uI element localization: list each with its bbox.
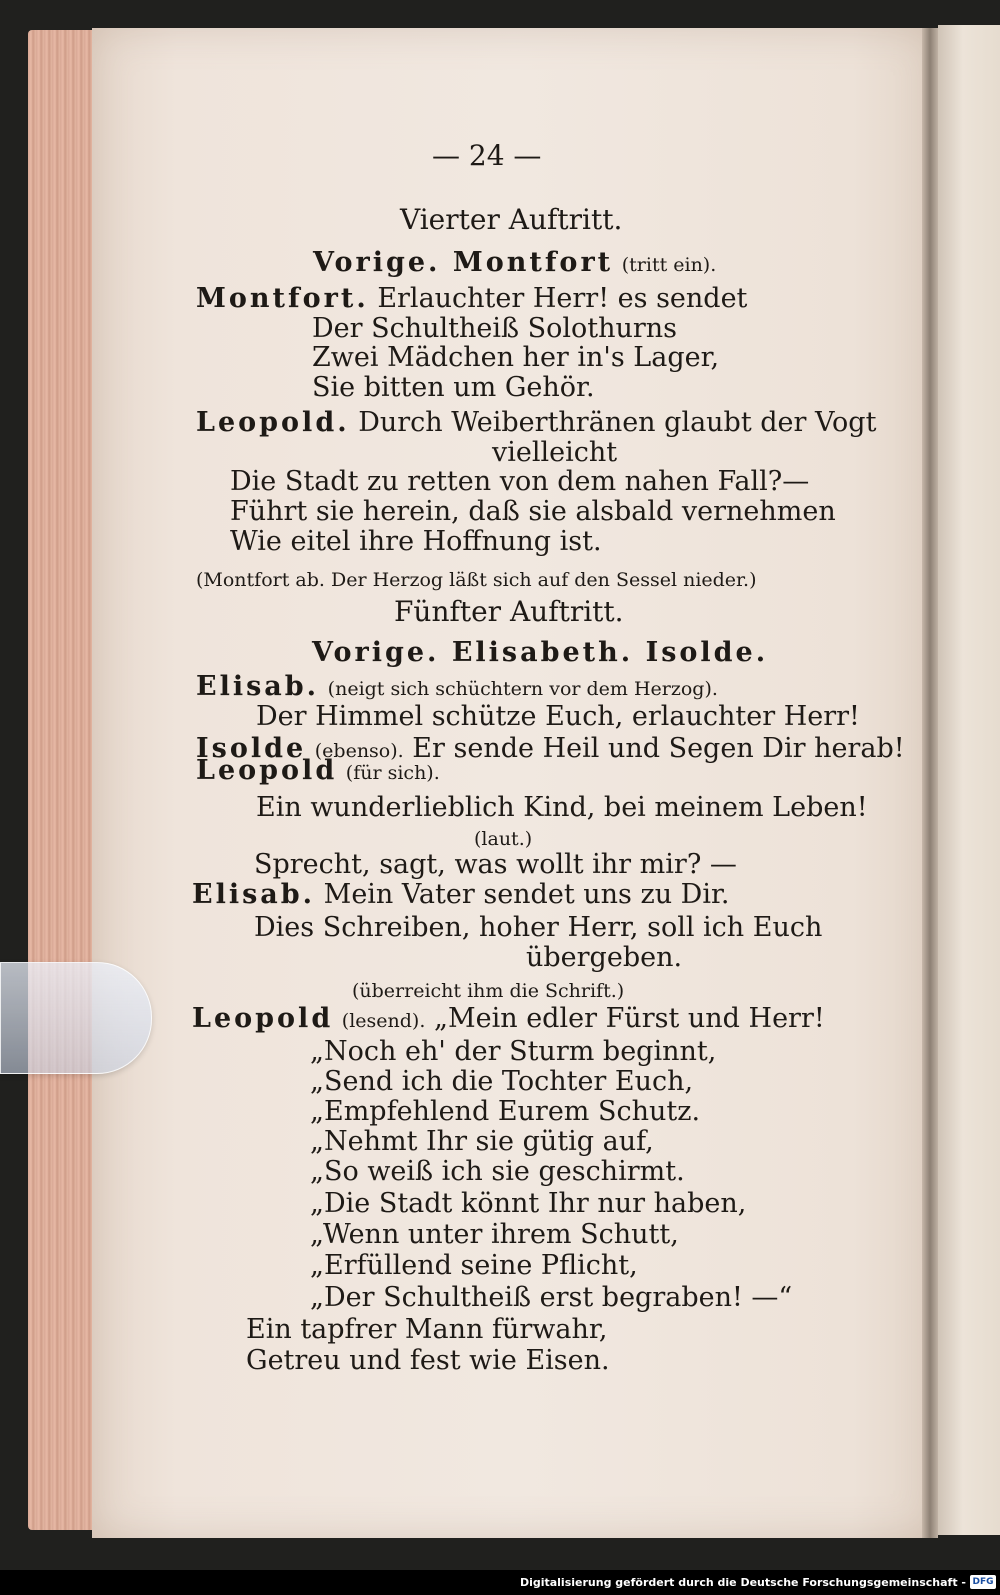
dialogue-line: Dies Schreiben, hoher Herr, soll ich Euch	[254, 912, 823, 943]
dialogue-line: Der Himmel schütze Euch, erlauchter Herr!	[256, 701, 860, 732]
speaker-name: Isolde	[196, 733, 307, 764]
stage-direction: (lesend).	[341, 1010, 426, 1032]
dialogue-line: Wie eitel ihre Hoffnung ist.	[230, 526, 602, 557]
stage-direction: (neigt sich schüchtern vor dem Herzog).	[327, 678, 718, 700]
clip-bookmark	[0, 962, 152, 1074]
dialogue-line: Zwei Mädchen her in's Lager,	[312, 342, 720, 373]
page-stack-edge	[28, 30, 98, 1530]
dialogue-line: „So weiß ich sie geschirmt.	[310, 1156, 685, 1187]
stage-direction: (ebenso).	[314, 740, 404, 762]
dialogue-line	[196, 408, 876, 438]
stage-direction: (tritt ein).	[621, 254, 717, 276]
dialogue-line: „Erfüllend seine Pflicht,	[310, 1250, 638, 1281]
dialogue-line	[192, 1004, 825, 1036]
facing-page	[938, 25, 1000, 1535]
dialogue-line	[192, 880, 729, 910]
speaker-name: Leopold	[192, 1003, 334, 1034]
dialogue-line: vielleicht	[492, 437, 618, 468]
dialogue-line: „Empfehlend Eurem Schutz.	[310, 1096, 701, 1127]
dialogue-line: Sprecht, sagt, was wollt ihr mir? —	[254, 849, 737, 880]
dialogue-line	[196, 672, 718, 704]
dialogue-line: Die Stadt zu retten von dem nahen Fall?—	[230, 466, 810, 497]
line-text: „Mein edler Fürst und Herr!	[433, 1003, 825, 1034]
speaker-name: Vorige. Elisabeth. Isolde.	[312, 637, 769, 668]
line-text: Mein Vater sendet uns zu Dir.	[323, 879, 730, 910]
dialogue-line: „Die Stadt könnt Ihr nur haben,	[310, 1188, 747, 1219]
speaker-name: Vorige. Montfort	[313, 247, 614, 278]
dialogue-line: Ein tapfrer Mann fürwahr,	[246, 1314, 608, 1345]
line-text: Erlauchter Herr! es sendet	[377, 283, 748, 314]
speaker-name: Leopold	[196, 755, 338, 786]
dialogue-line: „Send ich die Tochter Euch,	[310, 1066, 694, 1097]
dialogue-line: Sie bitten um Gehör.	[312, 372, 595, 403]
stage-direction: (Montfort ab. Der Herzog läßt sich auf den Sessel nieder.)	[196, 569, 757, 591]
dfg-logo: DFG	[970, 1575, 996, 1589]
stage-line	[312, 638, 768, 668]
stage-direction: (laut.)	[474, 828, 533, 850]
dialogue-line	[196, 756, 440, 788]
line-text: Er sende Heil und Segen Dir herab!	[412, 733, 905, 764]
stage-direction: (überreicht ihm die Schrift.)	[352, 980, 625, 1002]
dialogue-line: Führt sie herein, daß sie alsbald vernehmen	[230, 496, 836, 527]
stage-direction: (für sich).	[345, 762, 440, 784]
speaker-name: Elisab.	[192, 879, 316, 910]
dialogue-line: „Noch eh' der Sturm beginnt,	[310, 1036, 717, 1067]
dialogue-line: Getreu und fest wie Eisen.	[246, 1345, 610, 1376]
scene-heading: Vierter Auftritt.	[400, 203, 623, 236]
speaker-name: Leopold.	[196, 407, 350, 438]
book-gutter	[922, 28, 938, 1538]
dialogue-line: Ein wunderlieblich Kind, bei meinem Leben!	[256, 792, 868, 823]
stage-line	[313, 248, 716, 280]
dialogue-line	[196, 284, 747, 314]
speaker-name: Montfort.	[196, 283, 369, 314]
dialogue-line: „Der Schultheiß erst begraben! —“	[310, 1282, 793, 1313]
dialogue-line: übergeben.	[526, 942, 683, 973]
digitization-credit: Digitalisierung gefördert durch die Deutsche Forschungsgemeinschaft -	[519, 1576, 966, 1589]
speaker-name: Elisab.	[196, 671, 320, 702]
dialogue-line: Der Schultheiß Solothurns	[312, 313, 678, 344]
dialogue-line: „Wenn unter ihrem Schutt,	[310, 1219, 679, 1250]
page-number: — 24 —	[432, 139, 542, 172]
dialogue-line: „Nehmt Ihr sie gütig auf,	[310, 1126, 654, 1157]
line-text: Durch Weiberthränen glaubt der Vogt	[358, 407, 877, 438]
scene-heading: Fünfter Auftritt.	[394, 595, 624, 628]
